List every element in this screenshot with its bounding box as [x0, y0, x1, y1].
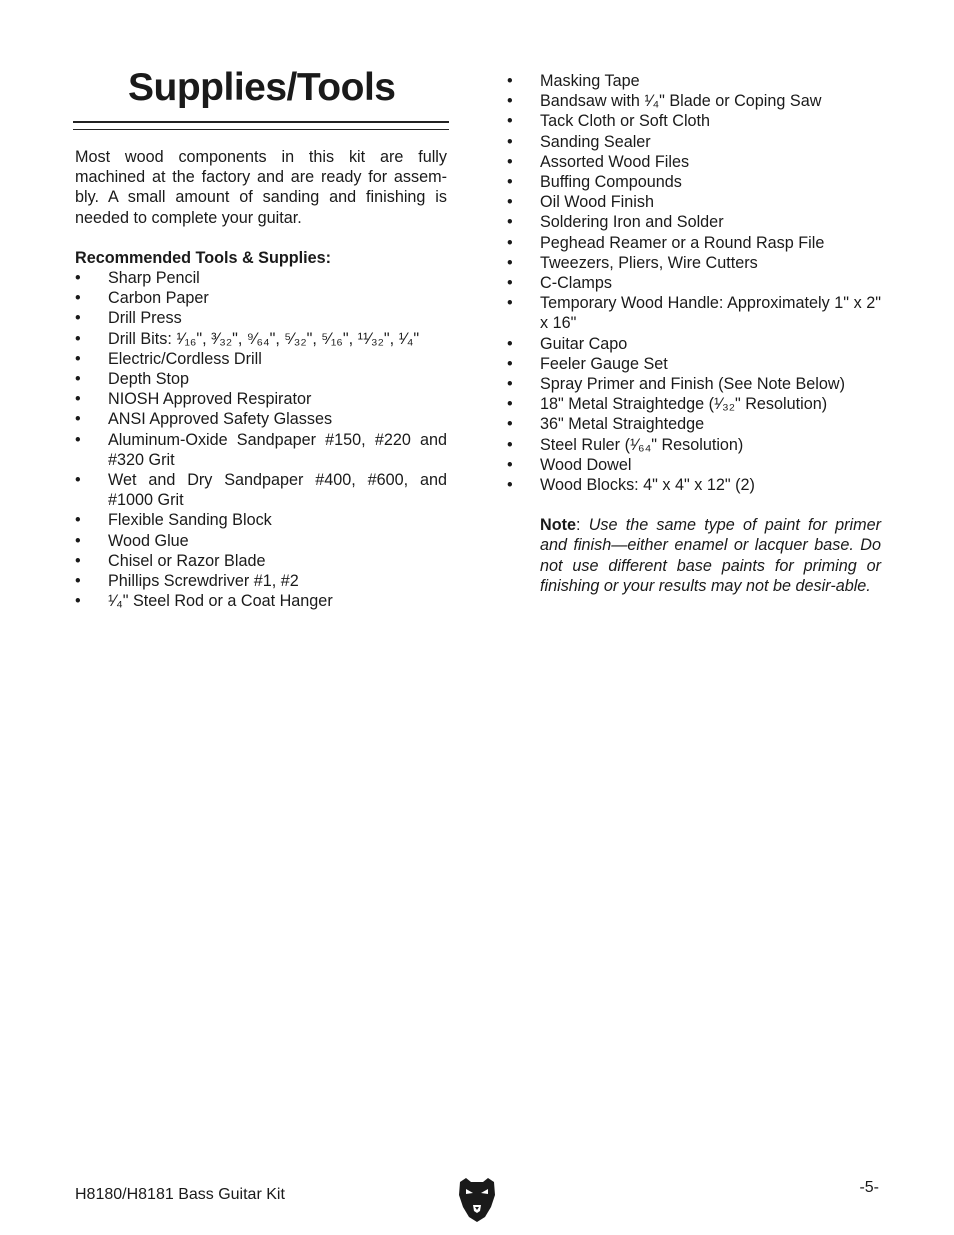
note-separator: : [575, 516, 589, 535]
title-rule-thick [73, 121, 449, 123]
list-item: • Wood Glue [75, 531, 447, 551]
list-item: • Feeler Gauge Set [507, 354, 881, 374]
intro-paragraph: Most wood components in this kit are fully machined at the factory and are ready for assem-bly. A small amount of sanding and finishing is needed to complete your guitar. [75, 148, 447, 227]
list-item: • Assorted Wood Files [507, 152, 881, 172]
list-item: • Masking Tape [507, 71, 881, 91]
tools-heading: Recommended Tools & Supplies: [75, 248, 332, 267]
list-item: • Soldering Iron and Solder [507, 212, 881, 232]
list-item: • Tweezers, Pliers, Wire Cutters [507, 253, 881, 273]
paint-note [540, 515, 881, 596]
list-item: • Buffing Compounds [507, 172, 881, 192]
list-item: • Sharp Pencil [75, 268, 447, 288]
list-item: • C-Clamps [507, 273, 881, 293]
list-item: • NIOSH Approved Respirator [75, 389, 447, 409]
list-item: • ¹⁄₄" Steel Rod or a Coat Hanger [75, 591, 447, 611]
list-item: • Tack Cloth or Soft Cloth [507, 111, 881, 131]
list-item: • ANSI Approved Safety Glasses [75, 409, 447, 429]
list-item: • Wood Blocks: 4" x 4" x 12" (2) [507, 475, 881, 495]
list-item: • Drill Press [75, 308, 447, 328]
list-item: • Wood Dowel [507, 455, 881, 475]
bear-head-logo-icon [457, 1177, 497, 1223]
list-item: • Spray Primer and Finish (See Note Below) [507, 374, 881, 394]
tools-list-left [75, 268, 447, 611]
list-item: • Wet and Dry Sandpaper #400, #600, and #1000 Grit [75, 470, 447, 510]
list-item: • 36" Metal Straightedge [507, 414, 881, 434]
title-rule-thin [73, 129, 449, 130]
list-item: • Phillips Screwdriver #1, #2 [75, 571, 447, 591]
list-item: • Steel Ruler (¹⁄₆₄" Resolution) [507, 435, 881, 455]
page-title: Supplies/Tools [128, 66, 396, 109]
right-column [507, 71, 881, 596]
left-column [75, 147, 447, 611]
list-item: • Chisel or Razor Blade [75, 551, 447, 571]
note-label: Note [540, 516, 576, 535]
list-item: • Peghead Reamer or a Round Rasp File [507, 233, 881, 253]
note-text: Use the same type of paint for primer and finish—either enamel or lacquer base. Do not use different base paints for priming or finishing or your results may not be desir-able. [540, 516, 882, 595]
list-item: • Drill Bits: ¹⁄₁₆", ³⁄₃₂", ⁹⁄₆₄", ⁵⁄₃₂", ⁵⁄₁₆", ¹¹⁄₃₂", ¹⁄₄" [75, 329, 447, 349]
footer-model: H8180/H8181 Bass Guitar Kit [75, 1186, 285, 1203]
list-item: • Carbon Paper [75, 288, 447, 308]
list-item: • Electric/Cordless Drill [75, 349, 447, 369]
list-item: • Depth Stop [75, 369, 447, 389]
list-item: • 18" Metal Straightedge (¹⁄₃₂" Resolution) [507, 394, 881, 414]
list-item: • Bandsaw with ¹⁄₄" Blade or Coping Saw [507, 91, 881, 111]
list-item: • Guitar Capo [507, 334, 881, 354]
tools-list-right [507, 71, 881, 495]
list-item: • Temporary Wood Handle: Approximately 1" x 2" x 16" [507, 293, 881, 333]
list-item: • Sanding Sealer [507, 132, 881, 152]
list-item: • Aluminum-Oxide Sandpaper #150, #220 and #320 Grit [75, 430, 447, 470]
list-item: • Oil Wood Finish [507, 192, 881, 212]
page-number: -5- [859, 1179, 879, 1196]
list-item: • Flexible Sanding Block [75, 510, 447, 530]
